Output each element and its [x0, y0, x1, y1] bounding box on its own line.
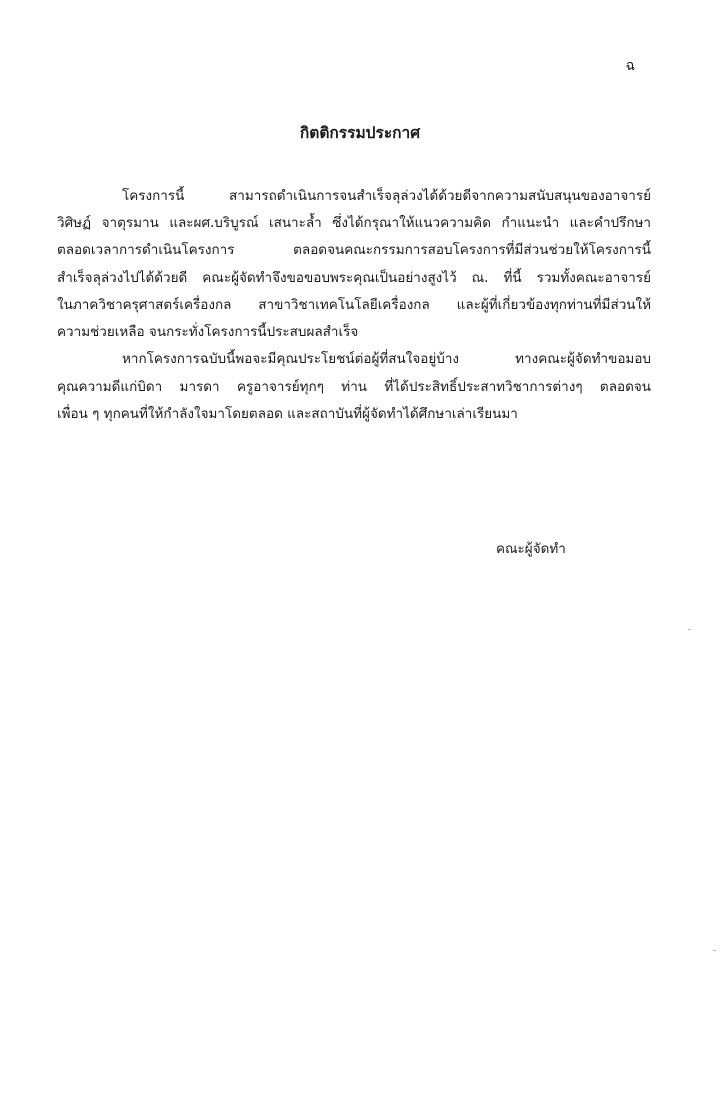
paragraph-1-line-6: ความช่วยเหลือ จนกระทั่งโครงการนี้ประสบผลสำเร็จ: [57, 324, 359, 340]
signature: คณะผู้จัดทำ: [496, 541, 566, 557]
paragraph-1-line-5: ในภาควิชาครุศาสตร์เครื่องกล สาขาวิชาเทคโนโลยีเครื่องกล และผู้ที่เกี่ยวข้องทุกท่านที่มีส่วนให้: [57, 297, 651, 313]
paragraph-1-line-1: โครงการนี้ สามารถดำเนินการจนสำเร็จลุล่วงได้ด้วยดีจากความสนับสนุนของอาจารย์: [122, 188, 651, 204]
paragraph-2-line-1: หากโครงการฉบับนี้พอจะมีคุณประโยชน์ต่อผู้ที่สนใจอยู่บ้าง ทางคณะผู้จัดทำขอมอบ: [122, 351, 651, 367]
page-number: ฉ: [625, 58, 635, 74]
page-title: กิตติกรรมประกาศ: [299, 123, 421, 142]
paragraph-2-line-3: เพื่อน ๆ ทุกคนที่ให้กำลังใจมาโดยตลอด และสถาบันที่ผู้จัดทำได้ศึกษาเล่าเรียนมา: [57, 406, 518, 422]
paragraph-1-line-3: ตลอดเวลาการดำเนินโครงการ ตลอดจนคณะกรรมการสอบโครงการที่มีส่วนช่วยให้โครงการนี้: [57, 242, 651, 258]
paragraph-1-line-4: สำเร็จลุล่วงไปได้ด้วยดี คณะผู้จัดทำจึงขอขอบพระคุณเป็นอย่างสูงไว้ ณ. ที่นี้ รวมทั้งคณะอาจารย์: [57, 270, 651, 286]
scan-speck: [713, 950, 716, 951]
paragraph-1-line-2: วิศิษฏ์ จาตุรมาน และผศ.บริบูรณ์ เสนาะล้ำ ซึ่งได้กรุณาให้แนวความคิด กำแนะนำ และคำปรึกษา: [57, 215, 651, 231]
scan-speck: [688, 629, 691, 630]
paragraph-2-line-2: คุณความดีแก่บิดา มารดา ครูอาจารย์ทุกๆ ท่าน ที่ได้ประสิทธิ์ประสาทวิชาการต่างๆ ตลอดจน: [57, 379, 651, 395]
